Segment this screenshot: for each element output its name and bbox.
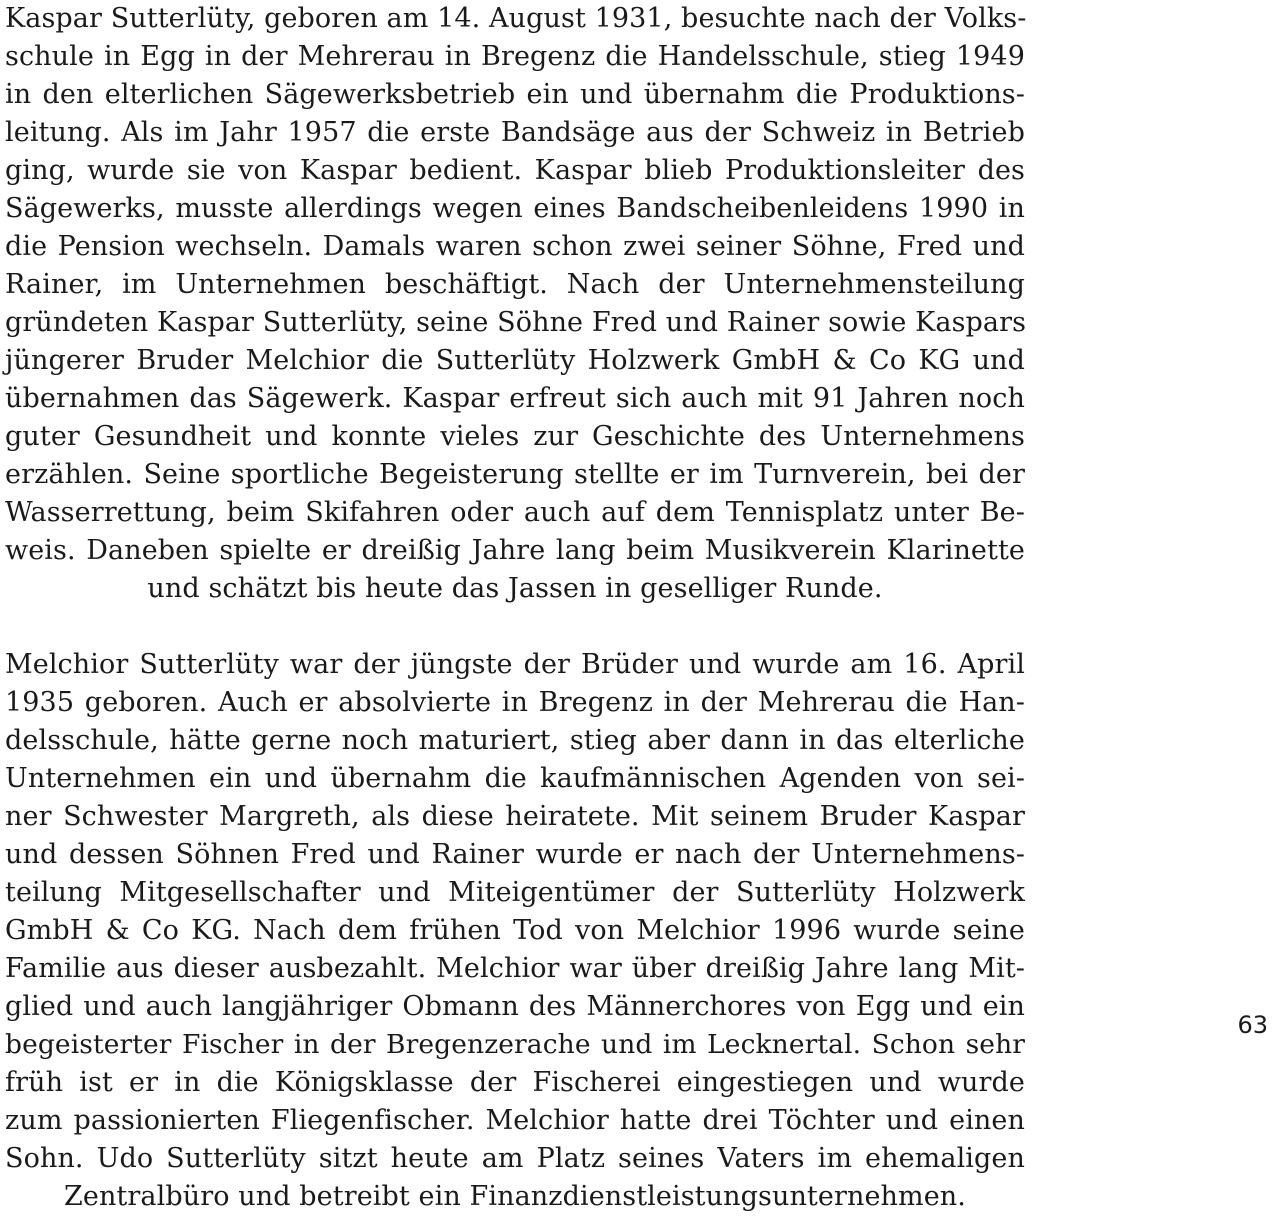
text-line: GmbH & Co KG. Nach dem frühen Tod von Melchior 1996 wurde seine — [5, 915, 1025, 946]
text-line: übernahmen das Sägewerk. Kaspar erfreut sich auch mit 91 Jahren noch — [5, 383, 1025, 414]
text-line: schule in Egg in der Mehrerau in Bregenz die Handelsschule, stieg 1949 — [5, 41, 1025, 72]
text-line: 1935 geboren. Auch er absolvierte in Bregenz in der Mehrerau die Han- — [5, 687, 1025, 718]
text-line: teilung Mitgesellschafter und Miteigentümer der Sutterlüty Holzwerk — [5, 877, 1025, 908]
text-line: ging, wurde sie von Kaspar bedient. Kaspar blieb Produktionsleiter des — [5, 155, 1025, 186]
text-line: Sägewerks, musste allerdings wegen eines Bandscheibenleidens 1990 in — [5, 193, 1025, 224]
text-line: zum passionierten Fliegenfischer. Melchior hatte drei Töchter und einen — [5, 1105, 1025, 1136]
text-line: die Pension wechseln. Damals waren schon zwei seiner Söhne, Fred und — [5, 231, 1025, 262]
text-line-last: und schätzt bis heute das Jassen in geselliger Runde. — [147, 573, 883, 604]
text-line: begeisterter Fischer in der Bregenzerache und im Lecknertal. Schon sehr — [5, 1029, 1025, 1060]
text-line: delsschule, hätte gerne noch maturiert, stieg aber dann in das elterliche — [5, 725, 1025, 756]
text-line: ner Schwester Margreth, als diese heiratete. Mit seinem Bruder Kaspar — [5, 801, 1025, 832]
text-line: erzählen. Seine sportliche Begeisterung stellte er im Turnverein, bei der — [5, 459, 1025, 490]
text-line: Familie aus dieser ausbezahlt. Melchior war über dreißig Jahre lang Mit- — [5, 953, 1025, 984]
text-line: und dessen Söhnen Fred und Rainer wurde er nach der Unternehmens- — [5, 839, 1025, 870]
text-line: früh ist er in die Königsklasse der Fischerei eingestiegen und wurde — [5, 1067, 1025, 1098]
text-line: Melchior Sutterlüty war der jüngste der Brüder und wurde am 16. April — [5, 649, 1025, 680]
text-line: leitung. Als im Jahr 1957 die erste Bandsäge aus der Schweiz in Betrieb — [5, 117, 1025, 148]
text-line-last: Zentralbüro und betreibt ein Finanzdienstleistungsunternehmen. — [64, 1181, 966, 1212]
text-line: Sohn. Udo Sutterlüty sitzt heute am Platz seines Vaters im ehemaligen — [5, 1143, 1025, 1174]
text-line: Wasserrettung, beim Skifahren oder auch auf dem Tennisplatz unter Be- — [5, 497, 1025, 528]
text-line: guter Gesundheit und konnte vieles zur Geschichte des Unternehmens — [5, 421, 1025, 452]
text-line: weis. Daneben spielte er dreißig Jahre lang beim Musikverein Klarinette — [5, 535, 1025, 566]
text-line: Kaspar Sutterlüty, geboren am 14. August 1931, besuchte nach der Volks- — [5, 3, 1027, 34]
text-line: jüngerer Bruder Melchior die Sutterlüty Holzwerk GmbH & Co KG und — [5, 345, 1025, 376]
text-line: Unternehmen ein und übernahm die kaufmännischen Agenden von sei- — [5, 763, 1025, 794]
text-line: glied und auch langjähriger Obmann des Männerchores von Egg und ein — [5, 991, 1025, 1022]
text-line: in den elterlichen Sägewerksbetrieb ein und übernahm die Produktions- — [5, 79, 1025, 110]
text-line: gründeten Kaspar Sutterlüty, seine Söhne Fred und Rainer sowie Kaspars — [5, 307, 1027, 338]
text-line: Rainer, im Unternehmen beschäftigt. Nach der Unternehmensteilung — [5, 269, 1025, 300]
page-number: 63 — [1237, 1011, 1268, 1039]
